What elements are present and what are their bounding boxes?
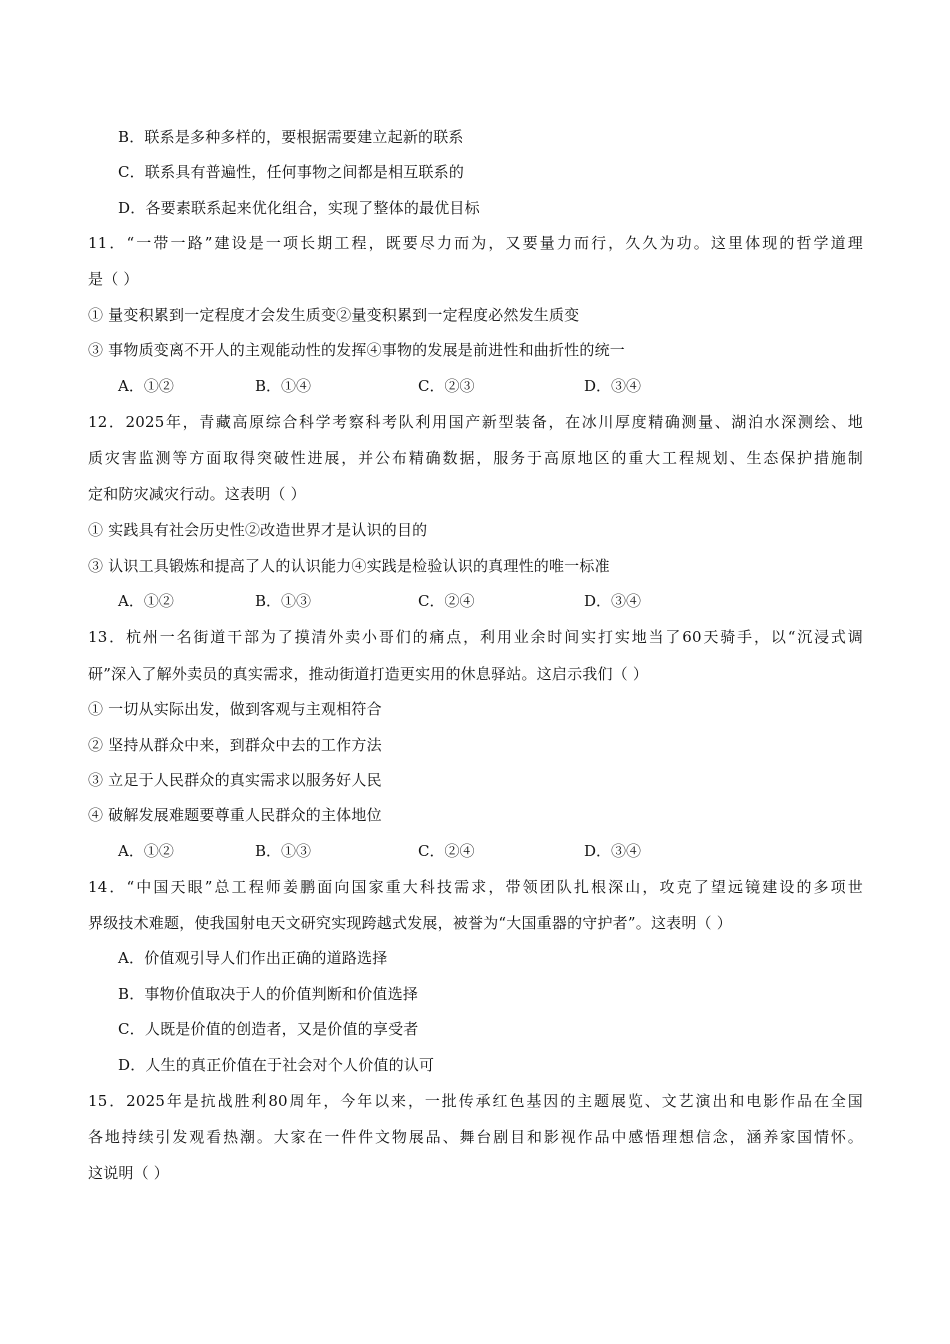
q13-item-2: ② 坚持从群众中来，到群众中去的工作方法 (88, 736, 382, 754)
q15-stem-line2: 各地持续引发观看热潮。大家在一件件文物展品、舞台剧目和影视作品中感悟理想信念，涵养家国情怀。 (88, 1128, 863, 1146)
q10-option-d: D．各要素联系起来优化组合，实现了整体的最优目标 (118, 199, 480, 217)
q14-option-c: C．人既是价值的创造者，又是价值的享受者 (118, 1020, 419, 1038)
q12-items-1-2: ① 实践具有社会历史性②改造世界才是认识的目的 (88, 521, 428, 539)
q13-option-a: A．①② (118, 842, 174, 860)
q11-option-d: D．③④ (584, 377, 642, 395)
q11-items-3-4: ③ 事物质变离不开人的主观能动性的发挥④事物的发展是前进性和曲折性的统一 (88, 341, 625, 359)
q13-option-b: B．①③ (255, 842, 312, 860)
q14-stem-line2: 界级技术难题，使我国射电天文研究实现跨越式发展，被誉为“大国重器的守护者”。这表明（ ） (88, 914, 732, 932)
q11-option-b: B．①④ (255, 377, 312, 395)
q14-stem-line1: 14．“中国天眼”总工程师姜鹏面向国家重大科技需求，带领团队扎根深山，攻克了望远镜建设的多项世 (88, 878, 863, 896)
q11-stem-line1: 11．“一带一路”建设是一项长期工程，既要尽力而为，又要量力而行，久久为功。这里体现的哲学道理 (88, 234, 863, 252)
q14-option-a: A．价值观引导人们作出正确的道路选择 (118, 949, 388, 967)
q11-options (118, 376, 818, 396)
q15-stem-line1: 15．2025年是抗战胜利80周年，今年以来，一批传承红色基因的主题展览、文艺演出和电影作品在全国 (88, 1092, 863, 1110)
q11-option-a: A．①② (118, 377, 174, 395)
q12-stem-line3: 定和防灾减灾行动。这表明（ ） (88, 485, 306, 503)
q10-option-c: C．联系具有普遍性，任何事物之间都是相互联系的 (118, 163, 465, 181)
q13-stem-line1: 13．杭州一名街道干部为了摸清外卖小哥们的痛点，利用业余时间实打实地当了60天骑手，以“沉浸式调 (88, 628, 863, 646)
q12-option-a: A．①② (118, 592, 174, 610)
q13-stem-line2: 研”深入了解外卖员的真实需求，推动街道打造更实用的休息驿站。这启示我们（ ） (88, 665, 649, 683)
q12-options (118, 591, 818, 611)
q14-option-d: D．人生的真正价值在于社会对个人价值的认可 (118, 1056, 435, 1074)
q15-stem-line3: 这说明（ ） (88, 1164, 169, 1182)
q13-option-c: C．②④ (418, 842, 475, 860)
q12-option-c: C．②④ (418, 592, 475, 610)
q12-stem-line1: 12．2025年，青藏高原综合科学考察科考队利用国产新型装备，在冰川厚度精确测量、湖泊水深测绘、地 (88, 413, 863, 431)
q13-item-4: ④ 破解发展难题要尊重人民群众的主体地位 (88, 806, 382, 824)
q13-option-d: D．③④ (584, 842, 642, 860)
q13-item-1: ① 一切从实际出发，做到客观与主观相符合 (88, 700, 382, 718)
q12-stem-line2: 质灾害监测等方面取得突破性进展，并公布精确数据，服务于高原地区的重大工程规划、生态保护措施制 (88, 449, 863, 467)
q14-option-b: B．事物价值取决于人的价值判断和价值选择 (118, 985, 419, 1003)
q12-items-3-4: ③ 认识工具锻炼和提高了人的认识能力④实践是检验认识的真理性的唯一标准 (88, 557, 610, 575)
q13-options (118, 841, 818, 861)
q12-option-b: B．①③ (255, 592, 312, 610)
q13-item-3: ③ 立足于人民群众的真实需求以服务好人民 (88, 771, 382, 789)
q11-stem-line2: 是（ ） (88, 270, 139, 288)
q10-option-b: B．联系是多种多样的，要根据需要建立起新的联系 (118, 128, 464, 146)
q12-option-d: D．③④ (584, 592, 642, 610)
q11-items-1-2: ① 量变积累到一定程度才会发生质变②量变积累到一定程度必然发生质变 (88, 306, 580, 324)
q11-option-c: C．②③ (418, 377, 475, 395)
